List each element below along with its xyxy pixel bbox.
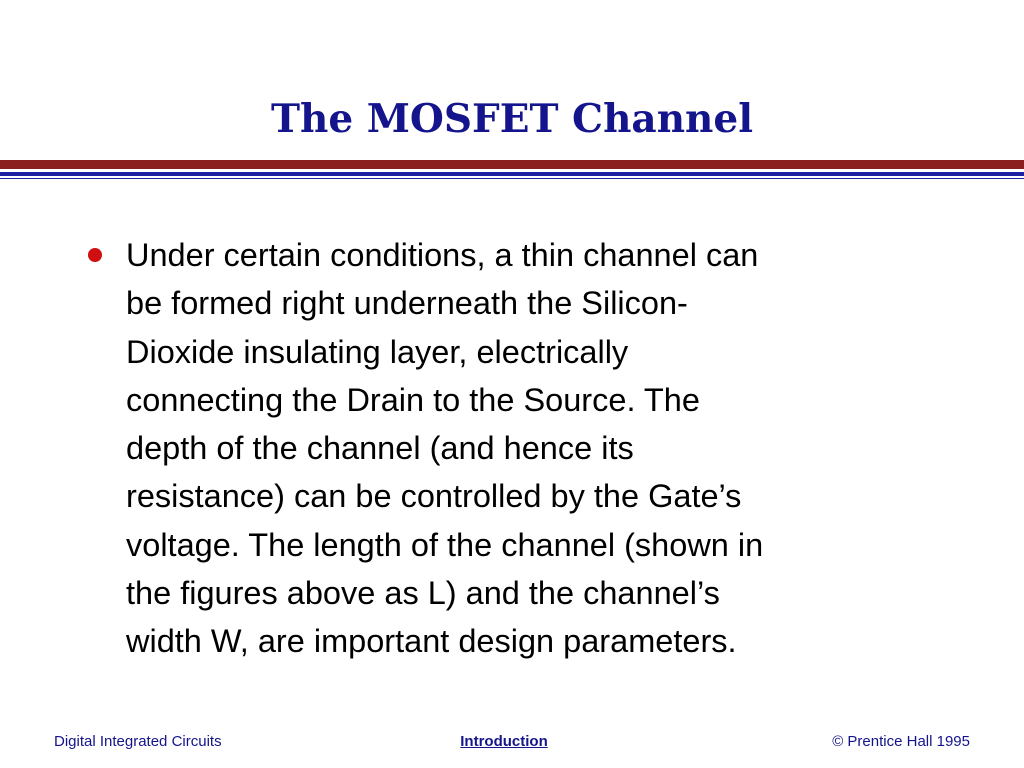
bullet-dot-icon [88, 248, 102, 262]
bullet-text [126, 231, 926, 666]
bullet-line: voltage. The length of the channel (shown in [126, 526, 764, 563]
footer-copyright: © Prentice Hall 1995 [832, 733, 970, 750]
footer-section-title: Introduction [460, 733, 548, 750]
bullet-line: resistance) can be controlled by the Gate’s [126, 478, 742, 515]
bullet-line: connecting the Drain to the Source. The [126, 381, 700, 418]
title-divider-red [0, 160, 1024, 169]
footer-course-title: Digital Integrated Circuits [54, 733, 222, 750]
bullet-line: the figures above as L) and the channel’s [126, 575, 720, 612]
bullet-line: Under certain conditions, a thin channel can [126, 237, 759, 273]
bullet-line: be formed right underneath the Silicon- [126, 285, 688, 322]
bullet-line: Dioxide insulating layer, electrically [126, 333, 629, 370]
bullet-line: depth of the channel (and hence its [126, 430, 634, 467]
title-divider-blue-thin [0, 178, 1024, 179]
bullet-line: width W, are important design parameters. [126, 623, 737, 660]
slide-title: The MOSFET Channel [270, 96, 754, 142]
title-divider-blue [0, 172, 1024, 176]
